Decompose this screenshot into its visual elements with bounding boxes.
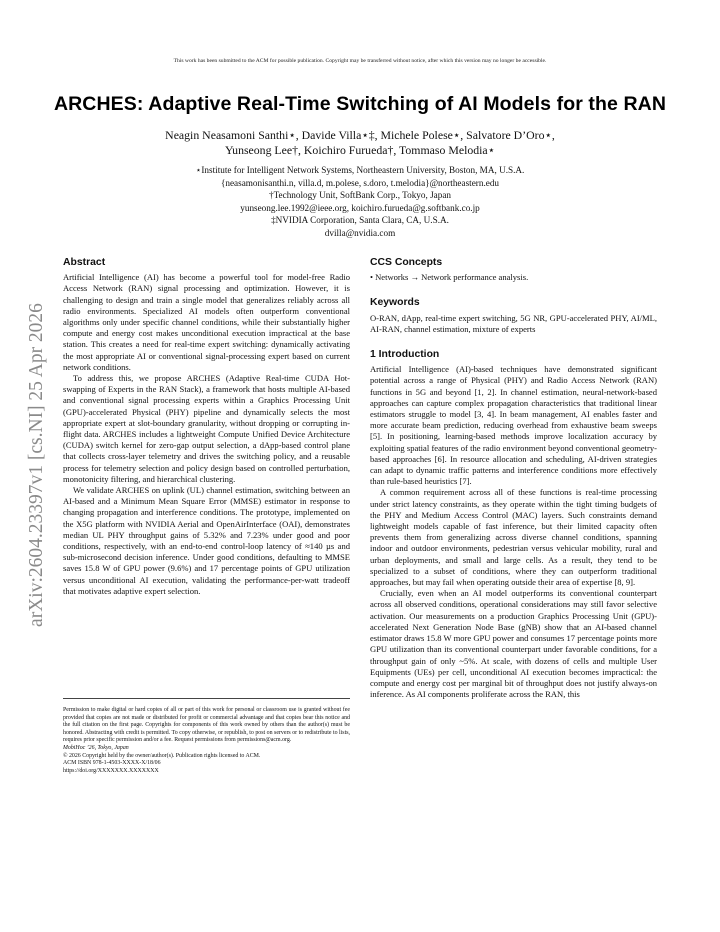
doi-link[interactable]: https://doi.org/XXXXXXX.XXXXXXX <box>63 767 159 774</box>
copyright-line: © 2026 Copyright held by the owner/author(s). Publication rights licensed to ACM. <box>63 752 261 759</box>
affiliation-line: †Technology Unit, SoftBank Corp., Tokyo, Japan <box>268 190 452 201</box>
abstract-paragraph: We validate ARCHES on uplink (UL) channel estimation, switching between an AI-based and a Minimum Mean Square Error (MMSE) estimator in response to changing propagation and interference conditions. The prototype, implemented on the X5G platform with NVIDIA Aerial and OpenAirInterface (OAI), demonstrates median UL PHY throughput gains of 5.32% and 7.23% under good and poor conditions, respectively, with an end-to-end control-loop latency of ≈140 µs and sub-microsecond decision inference. Under good conditions, defaulting to MMSE saves 15.8 W of GPU power (9.6%) and 17 percentage points of GPU utilization versus unconditional AI execution, validating the performance-per-watt tradeoff that motivates adaptive expert selection. <box>63 485 350 596</box>
left-column <box>63 257 350 597</box>
intro-paragraph: Crucially, even when an AI model outperforms its conventional counterpart across all observed conditions, operational considerations may still favor selective activation. Our measurements on a production Graphics Processing Unit (GPU)-accelerated Next Generation Node Base (gNB) show that an AI-based channel estimator draws 15.8 W more GPU power and consumes 17 percentage points more GPU utilization than its conventional counterpart under favorable conditions, for a throughput gain of only ~5%. At scale, with dozens of cells and multiple User Equipments (UEs) per cell, unconditional AI execution becomes impractical: the compute and energy cost per marginal bit of throughput does not justify always-on inference. As AI components proliferate across the RAN, this <box>370 588 657 700</box>
introduction-heading: 1 Introduction <box>370 349 440 361</box>
venue: MobiHoc ’26, Tokyo, Japan <box>63 744 129 751</box>
ccs-heading: CCS Concepts <box>370 257 443 268</box>
keywords-text: O-RAN, dApp, real-time expert switching, 5G NR, GPU-accelerated PHY, AI/ML, AI-RAN, channel estimation, mixture of experts <box>370 312 657 334</box>
author-line: Yunseong Lee†, Koichiro Furueda†, Tommaso Melodia⋆ <box>224 143 496 157</box>
abstract-heading: Abstract <box>63 257 106 268</box>
author-line: Neagin Neasamoni Santhi⋆, Davide Villa⋆‡, Michele Polese⋆, Salvatore D’Oro⋆, <box>165 128 555 142</box>
paper-title: ARCHES: Adaptive Real-Time Switching of AI Models for the RAN <box>53 93 667 115</box>
copyright-footnote <box>63 698 350 775</box>
ccs-text: • Networks → Network performance analysis. <box>370 272 529 283</box>
author-list <box>0 128 720 158</box>
affiliation-line: ⋆Institute for Intelligent Network Systems, Northeastern University, Boston, MA, U.S.A. <box>195 165 525 175</box>
arxiv-stamp <box>22 262 52 668</box>
intro-paragraph: Artificial Intelligence (AI)-based techniques have demonstrated significant potential across a range of Physical (PHY) and Radio Access Network (RAN) functions in 5G and beyond [1, 2]. In channel estimation, neural-network-based approaches can capture complex propagation characteristics that traditional linear estimators struggle to model [3, 4]. In beam management, AI enables faster and more accurate beam prediction, reducing overhead from exhaustive beam sweeps [5]. In positioning, learning-based methods improve localization accuracy by exploiting spatial features of the radio environment beyond conventional geometry-based approaches [6]. In resource allocation and scheduling, AI-driven strategies can adapt to dynamic traffic patterns and interference conditions more effectively than rule-based heuristics [7]. <box>370 364 657 487</box>
arxiv-id: arXiv:2604.23397v1 [cs.NI] 25 Apr 2026 <box>26 303 47 627</box>
keywords-section <box>370 297 657 335</box>
abstract-paragraph: Artificial Intelligence (AI) has become a powerful tool for model-free Radio Access Network (RAN) signal processing and optimization. However, it is challenging to design and train a single model that generalizes reliably across all radio environments. Specialized AI models often outperform conventional algorithms only under specific channel conditions, while their substantially higher compute and energy cost makes unconditional execution impractical at the base station. This creates a need for real-time expert switching: dynamically activating the most appropriate AI or conventional signal-processing expert based on current network conditions. <box>63 272 350 372</box>
isbn-line: ACM ISBN 978-1-4503-XXXX-X/18/06 <box>63 760 161 767</box>
affiliations <box>0 164 720 240</box>
affiliation-line: yunseong.lee.1992@ieee.org, koichiro.furueda@g.softbank.co.jp <box>240 202 480 213</box>
permission-notice: Permission to make digital or hard copies of all or part of this work for personal or classroom use is granted without fee provided that copies are not made or distributed for profit or commercial advantage and that copies bear this notice and the full citation on the first page. Copyrights for components of this work owned by others than the author(s) must be honored. Abstracting with credit is permitted. To copy otherwise, or republish, to post on servers or to redistribute to lists, requires prior specific permission and/or a fee. Request permissions from permissions@acm.org. <box>63 707 350 744</box>
affiliation-line: {neasamonisanthi.n, villa.d, m.polese, s.doro, t.melodia}@northeastern.edu <box>220 177 500 188</box>
affiliation-line: ‡NVIDIA Corporation, Santa Clara, CA, U.S.A. <box>271 215 449 226</box>
right-column <box>370 257 657 700</box>
intro-paragraph: A common requirement across all of these functions is real-time processing under strict latency constraints, as they operate within the tight timing budgets of the PHY and Medium Access Control (MAC) layers. Such constraints demand lightweight models capable of fast inference, but their limited capacity often prevents them from generalizing across diverse channel conditions, spanning indoor and outdoor environments, pedestrian versus vehicular mobility, rural and urban deployments, and small and large cells. As a result, they tend to be specialized to a subset of conditions, where they can outperform traditional approaches, but may fail when operating outside their area of expertise [8, 9]. <box>370 487 657 588</box>
submission-notice: This work has been submitted to the ACM for possible publication. Copyright may be transferred without notice, after which this version may no longer be accessible. <box>173 58 547 64</box>
abstract-paragraph: To address this, we propose ARCHES (Adaptive Real-time CUDA Hot-swapping of Experts in the RAN Stack), a framework that hosts multiple AI-based and conventional signal processing experts within a Graphics Processing Unit (GPU)-accelerated Physical (PHY) pipeline and dynamically selects the most appropriate expert at slot-boundary granularity, without dropping or corrupting in-flight data. ARCHES includes a lightweight Compute Unified Device Architecture (CUDA) switch kernel for zero-gap output selection, a dApp-based control plane that collects cross-layer telemetry and drives the switching policy, and a reusable process for telemetry selection and policy design based on controlled perturbation, monotonicity filtering, and hierarchical clustering. <box>63 373 350 484</box>
affiliation-line: dvilla@nvidia.com <box>324 227 396 238</box>
keywords-heading: Keywords <box>370 297 420 309</box>
ccs-section <box>370 257 657 283</box>
